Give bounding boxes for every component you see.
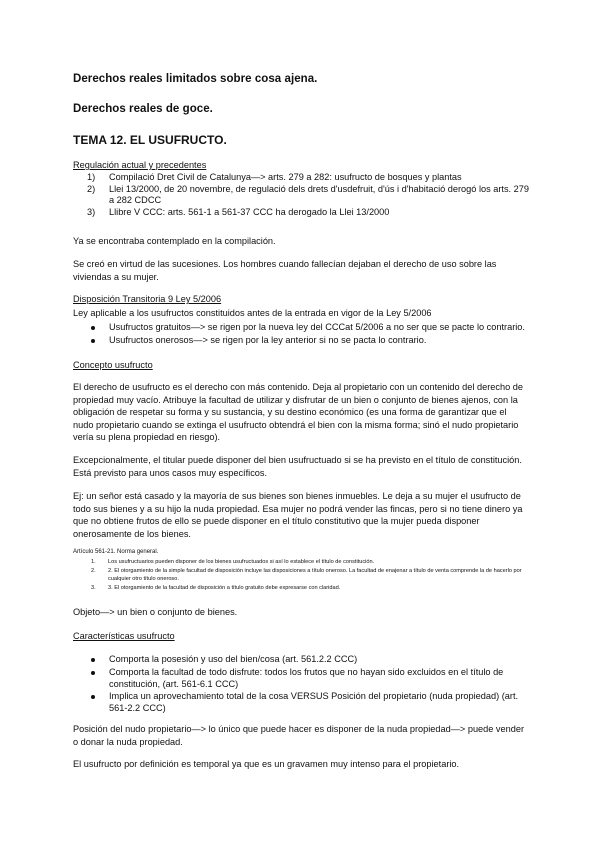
paragraph-objeto: Objeto—> un bien o conjunto de bienes. xyxy=(73,607,238,617)
paragraph-sucesiones: Se creó en virtud de las sucesiones. Los hombres cuando fallecían dejaban el derecho de uso sobre las viviendas a su mujer. xyxy=(73,259,497,282)
item-number: 2. xyxy=(91,567,96,574)
item-number: 3. xyxy=(91,584,96,591)
list-item xyxy=(73,207,533,219)
item-text: Compilació Dret Civil de Catalunya—> arts. 279 a 282: usufructo de bosques y plantas xyxy=(109,172,462,182)
list-item xyxy=(73,172,533,184)
paragraph-concepto-3: Ej: un señor está casado y la mayoría de sus bienes son bienes inmuebles. Le deja a su mujer el usufructo de todo sus bienes y a su hijo la nuda propiedad. Esa mujer no podrá vender las fincas, pero si no tiene dinero ya que no obtiene frutos de ello se puede disponer en el título constitutivo que la mujer pueda disponer onerosamente de los bienes. xyxy=(73,491,523,539)
section-title-caracteristicas: Características usufructo xyxy=(73,631,175,641)
item-text: Usufructos onerosos—> se rigen por la ley anterior si no se pacta lo contrario. xyxy=(109,334,427,345)
disposicion-list xyxy=(73,322,533,348)
item-text: Los usufructuarios pueden disponer de los bienes usufructuados si así lo establece el título de constitución. xyxy=(108,559,375,565)
paragraph-temporal: El usufructo por definición es temporal ya que es un gravamen muy intenso para el propietario. xyxy=(73,759,460,769)
articulo-list xyxy=(73,558,533,592)
list-item xyxy=(73,558,533,567)
item-number: 2) xyxy=(87,183,96,194)
item-text: Llibre V CCC: arts. 561-1 a 561-37 CCC ha derogado la Llei 13/2000 xyxy=(109,206,390,217)
bullet-icon xyxy=(91,671,95,675)
list-item xyxy=(73,667,533,691)
caracteristicas-list xyxy=(73,654,533,716)
list-item xyxy=(73,654,533,666)
item-text: 3. El otorgamiento de la facultad de disposición a título gratuito debe expresarse con claridad. xyxy=(108,584,341,591)
item-number: 1. xyxy=(91,559,96,565)
bullet-icon xyxy=(91,339,95,343)
item-text: Implica un aprovechamiento total de la cosa VERSUS Posición del propietario (nuda propiedad) (art. 561-2.2 CCC) xyxy=(109,691,519,714)
item-text: Comporta la facultad de todo disfrute: todos los frutos que no hayan sido excluidos en el título de constitución, (art. 561-6.1 CCC) xyxy=(109,666,504,689)
tema-title: TEMA 12. EL USUFRUCTO. xyxy=(73,133,227,147)
heading-derechos-reales-goce: Derechos reales de goce. xyxy=(73,103,213,115)
bullet-icon xyxy=(91,326,95,330)
item-text: Comporta la posesión y uso del bien/cosa (art. 561.2.2 CCC) xyxy=(109,654,358,664)
regulacion-list xyxy=(73,172,533,218)
paragraph-posicion: Posición del nudo propietario—> lo único que puede hacer es disponer de la nuda propiedad—> puede vender o donar la nuda propiedad. xyxy=(73,724,525,747)
paragraph-compilacion: Ya se encontraba contemplado en la compilación. xyxy=(73,236,276,246)
list-item xyxy=(73,335,533,347)
paragraph-concepto-2: Excepcionalmente, el titular puede disponer del bien usufructuado si se ha previsto en el título de constitución. Está previsto para unos casos muy específicos. xyxy=(73,455,522,478)
item-text: Usufructos gratuitos—> se rigen por la nueva ley del CCCat 5/2006 a no ser que se pacte lo contrario. xyxy=(109,322,525,332)
item-number: 3) xyxy=(87,206,96,217)
list-item xyxy=(73,567,533,584)
disposicion-intro: Ley aplicable a los usufructos constituidos antes de la entrada en vigor de la Ley 5/2006 xyxy=(73,308,432,318)
item-text: 2. El otorgamiento de la simple facultad de disposición incluye las disposiciones a título oneroso. La facultad de enajenar a título de venta comprende la de hacerlo por cualquier otro título oneroso. xyxy=(108,567,522,582)
section-title-regulacion: Regulación actual y precedentes xyxy=(73,160,207,170)
item-number: 1) xyxy=(87,172,96,182)
section-title-concepto: Concepto usufructo xyxy=(73,360,153,370)
articulo-heading: Artículo 561-21. Norma general. xyxy=(73,549,159,555)
list-item xyxy=(73,184,533,207)
bullet-icon xyxy=(91,695,95,699)
bullet-icon xyxy=(91,658,95,662)
list-item xyxy=(73,691,533,715)
heading-derechos-reales-limitados: Derechos reales limitados sobre cosa ajena. xyxy=(73,73,318,85)
item-text: Llei 13/2000, de 20 novembre, de regulació dels drets d'usdefruit, d'ús i d'habitació derogó los arts. 279 a 282 CDCC xyxy=(109,183,529,206)
paragraph-concepto-1: El derecho de usufructo es el derecho con más contenido. Deja al propietario con un contenido del derecho de propiedad muy vacío. Atribuye la facultad de utilizar y disfrutar de un bien o conjunto de bienes ajenos, con la obligación de respetar su forma y su sustancia, y su destino económico (es una forma de garantizar que el nudo propietario cuando se extinga el usufructo obtendrá el bien con la misma forma; sinó el nudo propietario vería su plena propiedad en riesgo). xyxy=(73,382,523,443)
list-item xyxy=(73,322,533,334)
list-item xyxy=(73,584,533,593)
section-title-disposicion: Disposición Transitoria 9 Ley 5/2006 xyxy=(73,294,222,304)
